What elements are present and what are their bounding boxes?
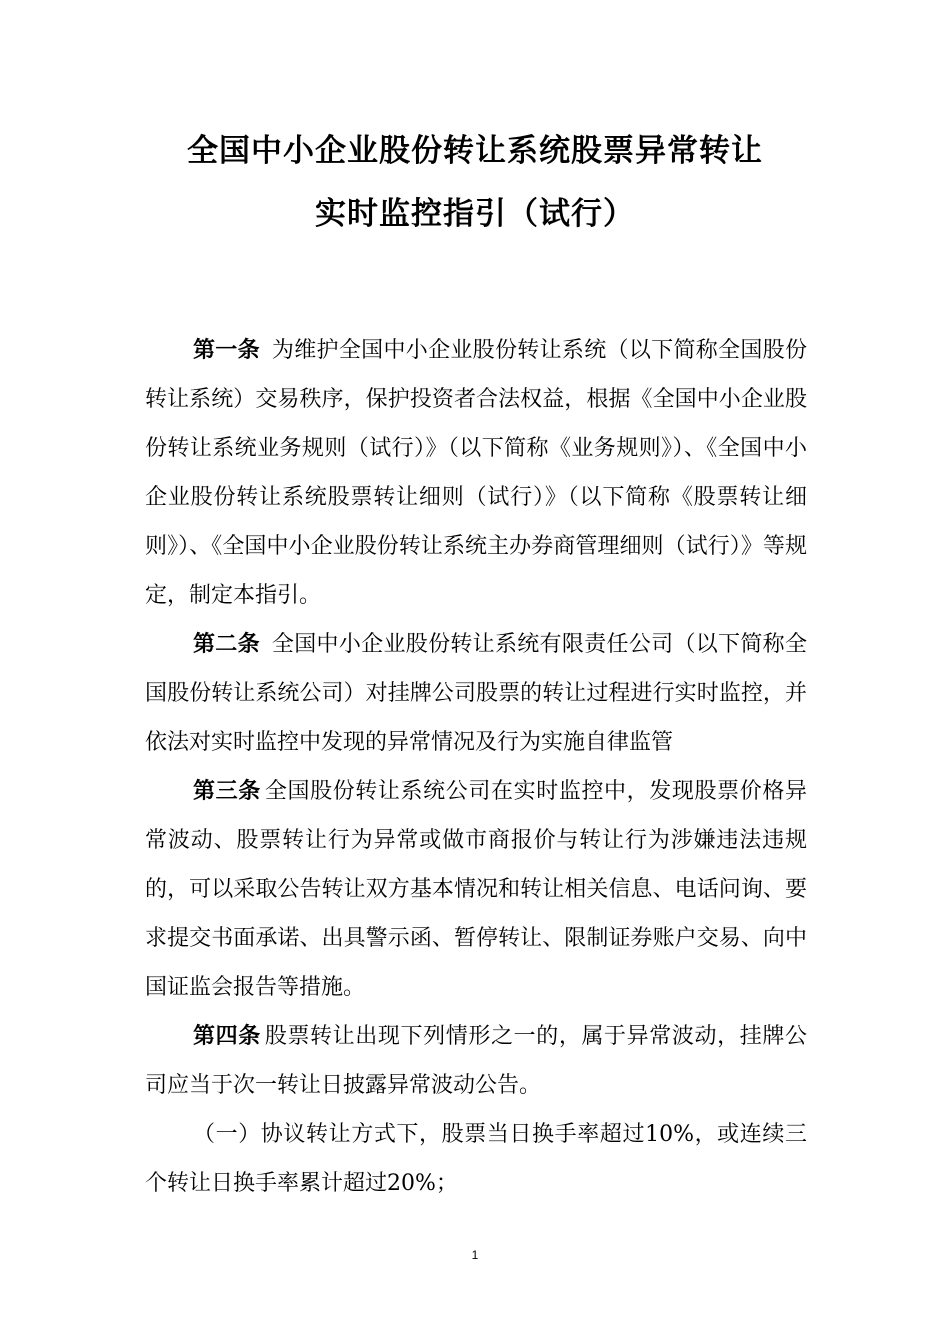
article-number: 第二条 bbox=[193, 631, 260, 657]
article-paragraph bbox=[145, 326, 807, 620]
article-number: 第一条 bbox=[193, 337, 260, 363]
page-number: 1 bbox=[471, 1248, 479, 1262]
article-text: 股票转让出现下列情形之一的，属于异常波动，挂牌公司应当于次一转让日披露异常波动公告。 bbox=[145, 1024, 807, 1098]
article-paragraph bbox=[145, 1012, 807, 1110]
article-text: 全国股份转让系统公司在实时监控中，发现股票价格异常波动、股票转让行为异常或做市商报价与转让行为涉嫌违法违规的，可以采取公告转让双方基本情况和转让相关信息、电话问询、要求提交书面承诺、出具警示函、暂停转让、限制证券账户交易、向中国证监会报告等措施。 bbox=[145, 779, 807, 1000]
list-item-paragraph bbox=[145, 1110, 807, 1208]
document-body bbox=[145, 326, 807, 1208]
document-title-line-2: 实时监控指引（试行） bbox=[315, 196, 635, 232]
article-text: 为维护全国中小企业股份转让系统（以下简称全国股份转让系统）交易秩序，保护投资者合法权益，根据《全国中小企业股份转让系统业务规则（试行）》（以下简称《业务规则》）、《全国中小企业股份转让系统股票转让细则（试行）》（以下简称《股票转让细则》）、《全国中小企业股份转让系统主办券商管理细则（试行）》等规定，制定本指引。 bbox=[145, 338, 807, 608]
article-paragraph bbox=[145, 767, 807, 1012]
list-item-text: （一）协议转让方式下，股票当日换手率超过10%，或连续三个转让日换手率累计超过20%； bbox=[145, 1122, 807, 1196]
article-text: 全国中小企业股份转让系统有限责任公司（以下简称全国股份转让系统公司）对挂牌公司股票的转让过程进行实时监控，并依法对实时监控中发现的异常情况及行为实施自律监管 bbox=[145, 632, 807, 755]
article-number: 第四条 bbox=[193, 1023, 261, 1049]
article-paragraph bbox=[145, 620, 807, 767]
article-number: 第三条 bbox=[193, 778, 261, 804]
document-title-line-1: 全国中小企业股份转让系统股票异常转让 bbox=[187, 133, 763, 169]
